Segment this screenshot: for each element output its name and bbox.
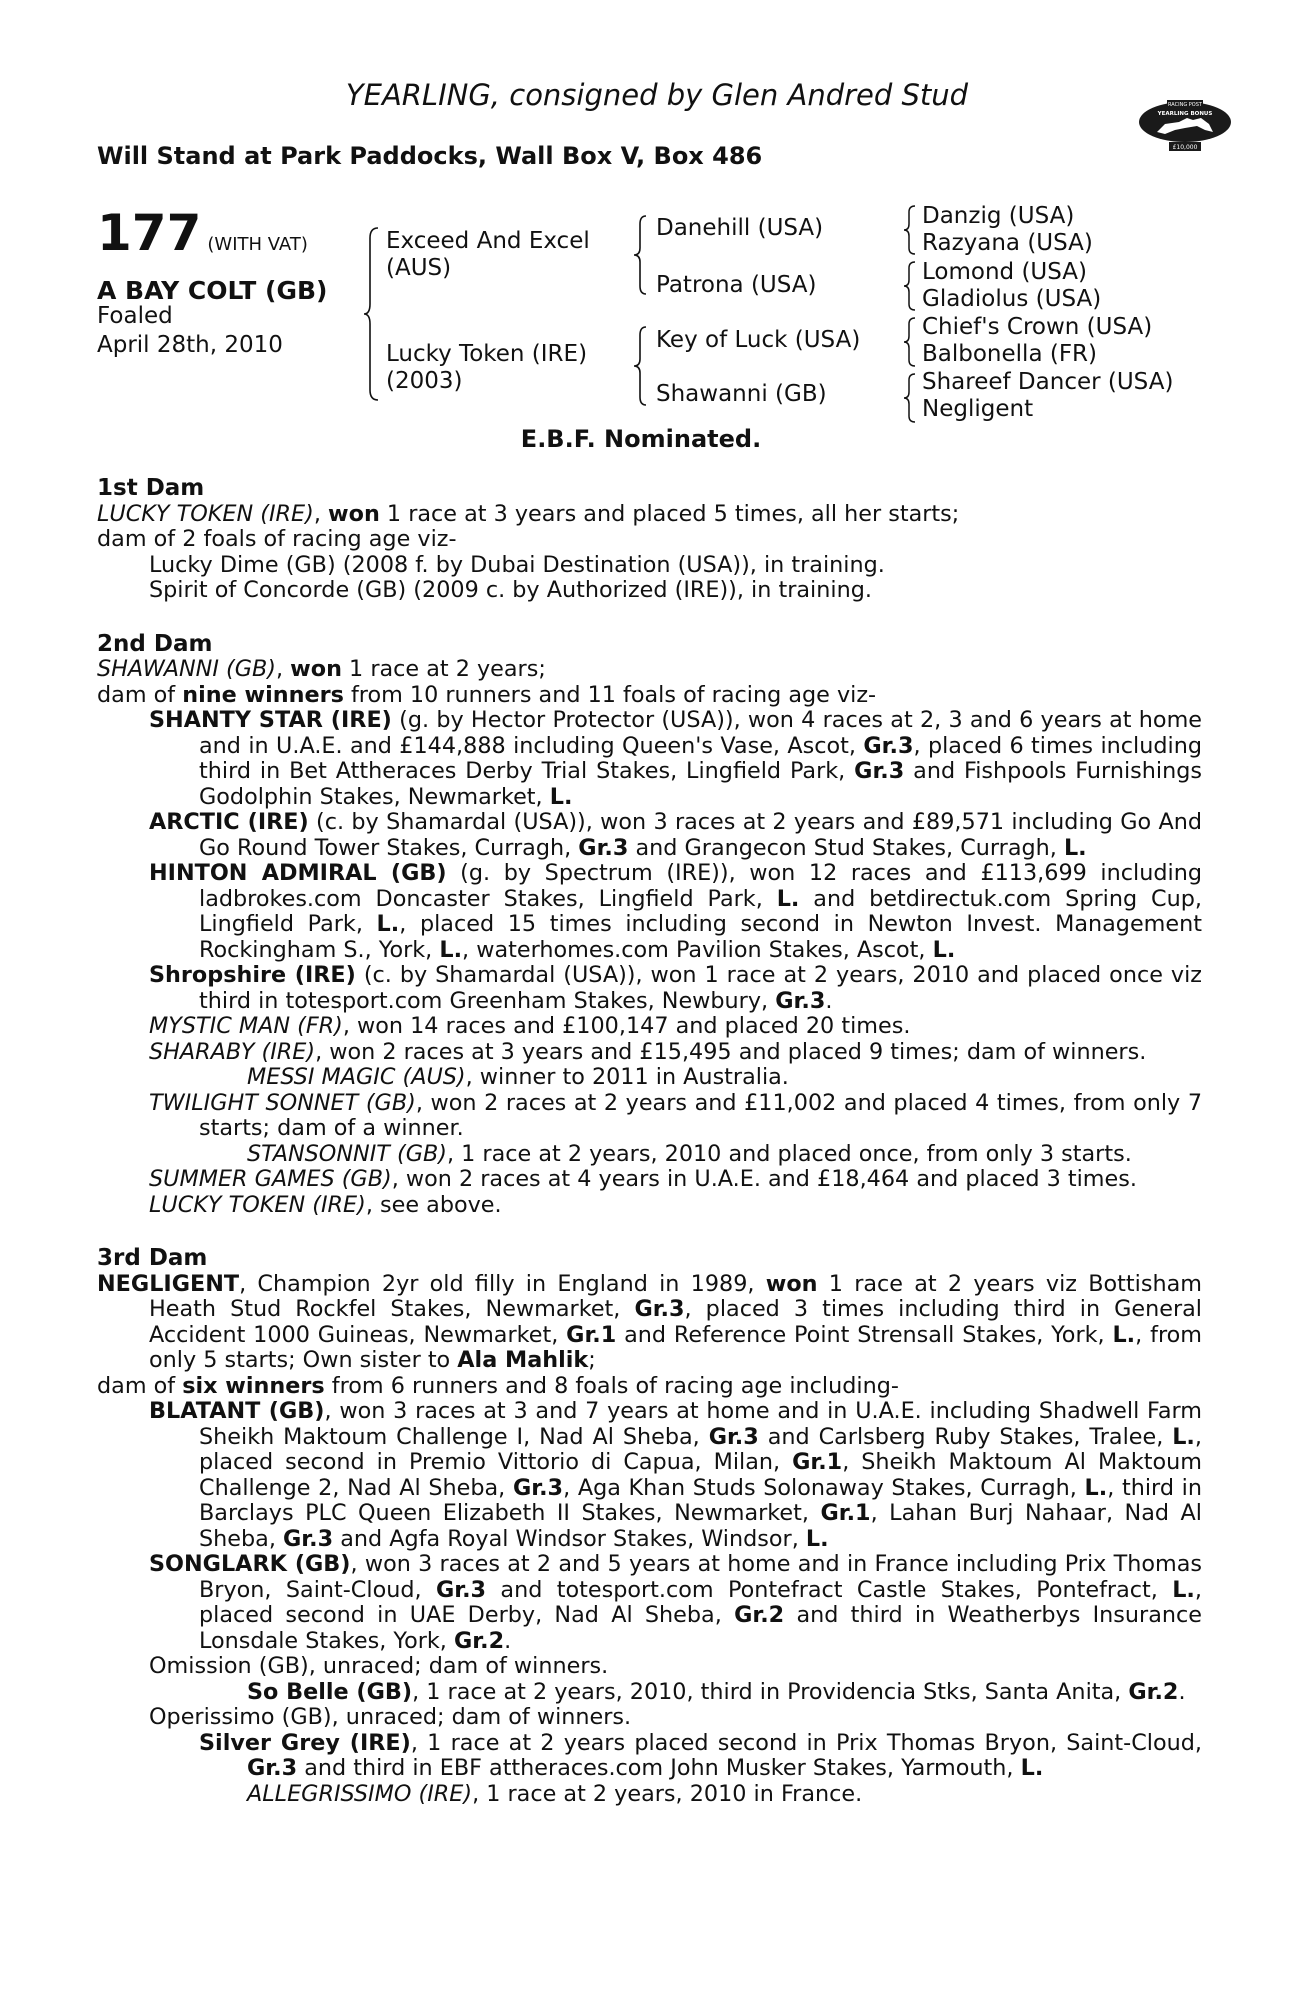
progeny-record-a: , 1 race at 2 years, 2010 and placed once, from only 3 starts.	[446, 1140, 1132, 1167]
progeny-mystic-man	[97, 1014, 1202, 1040]
progeny-record-a: , 1 race at 2 years, 2010 in France.	[472, 1780, 863, 1807]
progeny-operissimo: Operissimo (GB), unraced; dam of winners.	[149, 1704, 632, 1730]
progeny-arctic	[97, 810, 1202, 861]
grade-marker: Gr.3	[578, 834, 629, 861]
progeny-record-d: and third in Weatherbys Insurance Lonsdale Stakes, York,	[199, 1602, 1202, 1654]
pedigree-sds: Lomond (USA)	[922, 259, 1087, 285]
pedigree-sire: Exceed And Excel	[386, 228, 590, 254]
horse-name: A BAY COLT (GB)	[97, 276, 328, 305]
progeny-record-b: and totesport.com Pontefract Castle Stakes, Pontefract,	[486, 1576, 1173, 1603]
third-dam-record-e: , from only 5 starts; Own sister to	[149, 1321, 1202, 1373]
grade-marker: Gr.1	[566, 1321, 617, 1348]
grade-marker: Gr.3	[775, 987, 826, 1014]
listed-marker: L.	[932, 936, 956, 963]
progeny-name: ARCTIC (IRE)	[149, 809, 309, 835]
pedigree-dds: Shareef Dancer (USA)	[922, 369, 1174, 395]
progeny-name: SHARABY (IRE)	[149, 1038, 316, 1065]
pedigree-sire-dam: Patrona (USA)	[656, 272, 817, 298]
pedigree-brace-2a	[632, 214, 650, 296]
progeny-sharaby	[97, 1040, 1202, 1066]
grade-marker: Gr.1	[792, 1449, 843, 1475]
third-dam-negligent	[97, 1272, 1202, 1374]
third-dam-record-c: , placed 3 times including third in General Accident 1000 Guineas, Newmarket,	[149, 1296, 1202, 1348]
listed-marker: L.	[1020, 1755, 1044, 1781]
progeny-silver-grey	[97, 1731, 1202, 1782]
second-dam-record: 1 race at 2 years;	[341, 656, 546, 682]
dam-records	[97, 476, 1202, 1807]
third-dam-dam-of-a: dam of	[97, 1372, 183, 1399]
lot-vat: (WITH VAT)	[207, 234, 308, 255]
progeny-record-a: , won 2 races at 3 years and £15,495 and placed 9 times; dam of winners.	[315, 1038, 1147, 1065]
progeny-allegrissimo	[97, 1782, 1202, 1808]
pedigree-brace-3b	[902, 260, 918, 312]
grade-marker: Gr.2	[453, 1627, 505, 1654]
progeny-record-a: , 1 race at 2 years, 2010, third in Providencia Stks, Santa Anita,	[412, 1678, 1129, 1705]
foaled-info	[97, 302, 283, 360]
progeny-record-b: .	[825, 987, 833, 1014]
progeny-record-h: and Agfa Royal Windsor Stakes, Windsor,	[333, 1525, 806, 1552]
pedigree-dss: Chief's Crown (USA)	[922, 314, 1153, 340]
pedigree-sire-sire: Danehill (USA)	[656, 215, 824, 241]
ebf-nominated	[0, 425, 1314, 453]
progeny-name: HINTON ADMIRAL (GB)	[149, 860, 447, 886]
pedigree-brace-3c	[902, 316, 918, 368]
grade-marker: Gr.3	[247, 1755, 298, 1781]
third-dam-won: won	[765, 1270, 818, 1297]
lot-number: 177	[97, 204, 202, 262]
progeny-record-a: , won 2 races at 4 years in U.A.E. and £18,464 and placed 3 times.	[391, 1166, 1137, 1192]
second-dam-won: won	[290, 656, 342, 682]
second-dam-winners: nine winners	[182, 681, 344, 708]
progeny-record-b: , placed 6 times including third in Bet Attheraces Derby Trial Stakes, Lingfield Park,	[199, 732, 1202, 784]
pedigree-dam-dam: Shawanni (GB)	[656, 381, 827, 407]
pedigree-dam-sire: Key of Luck (USA)	[656, 327, 861, 353]
second-dam-runners: from 10 runners and 11 foals of racing age viz-	[343, 681, 877, 708]
progeny-blatant	[97, 1399, 1202, 1552]
progeny-record-a: , won 3 races at 2 and 5 years at home and in France including Prix Thomas Bryon, Saint-Cloud,	[199, 1551, 1202, 1603]
third-dam-record-f: ;	[588, 1347, 596, 1373]
first-dam-line-2: dam of 2 foals of racing age viz-	[97, 526, 457, 552]
progeny-record-b: .	[1178, 1678, 1186, 1705]
first-dam-title: 1st Dam	[97, 475, 205, 501]
progeny-name: SUMMER GAMES (GB)	[149, 1166, 392, 1192]
pedigree-dam-year: (2003)	[386, 368, 463, 394]
pedigree-brace-1	[362, 226, 384, 402]
progeny-name: So Belle (GB)	[247, 1678, 413, 1705]
first-dam-record: 1 race at 3 years and placed 5 times, all her starts;	[379, 500, 960, 527]
second-dam-title: 2nd Dam	[97, 630, 213, 657]
first-dam-foal-2: Spirit of Concorde (GB) (2009 c. by Authorized (IRE)), in training.	[149, 577, 872, 603]
progeny-name: STANSONNIT (GB)	[247, 1140, 447, 1167]
progeny-record-a: , won 2 races at 2 years and £11,002 and placed 4 times, from only 7 starts; dam of a winner.	[199, 1089, 1203, 1141]
progeny-record-c: and Fishpools Furnishings Godolphin Stakes, Newmarket,	[199, 758, 1202, 810]
pedigree-brace-3d	[902, 372, 918, 424]
listed-marker: L.	[1172, 1423, 1195, 1450]
progeny-name: Silver Grey (IRE)	[199, 1729, 411, 1756]
foaled-date: April 28th, 2010	[97, 332, 283, 358]
progeny-record-c: , placed 15 times including second in Newton Invest. Management Rockingham S., York,	[199, 911, 1202, 963]
ebf-text: E.B.F. Nominated.	[520, 425, 762, 453]
yearling-bonus-badge-icon	[1135, 96, 1235, 152]
grade-marker: Gr.1	[820, 1500, 871, 1526]
progeny-record-a: (g. by Hector Protector (USA)), won 4 races at 2, 3 and 6 years at home and in U.A.E. and £144,888 including Queen's Vase, Ascot,	[199, 707, 1203, 759]
progeny-record-a: , see above.	[365, 1191, 502, 1218]
progeny-record-f: , third in Barclays PLC Queen Elizabeth II Stakes, Newmarket,	[199, 1474, 1202, 1526]
pedigree-sire-country: (AUS)	[386, 255, 452, 281]
grade-marker: Gr.3	[435, 1576, 487, 1603]
progeny-name: TWILIGHT SONNET (GB)	[149, 1089, 416, 1116]
progeny-record-e: .	[504, 1627, 512, 1654]
grade-marker: Gr.3	[283, 1525, 334, 1552]
third-dam-sister: Ala Mahlik	[457, 1347, 589, 1373]
lot-header	[97, 204, 308, 262]
third-dam-dam-of	[97, 1374, 1202, 1400]
progeny-name: Shropshire (IRE)	[149, 962, 356, 988]
progeny-lucky-token	[97, 1193, 1202, 1219]
progeny-record-a: , 1 race at 2 years placed second in Prix Thomas Bryon, Saint-Cloud,	[410, 1729, 1202, 1756]
second-dam-line-1: SHAWANNI (GB), won 1 race at 2 years;	[97, 656, 546, 682]
progeny-record-a: (c. by Shamardal (USA)), won 1 race at 2 years, 2010 and placed once viz third in totesport.com Greenham Stakes, Newbury,	[199, 962, 1202, 1014]
progeny-omission: Omission (GB), unraced; dam of winners.	[149, 1653, 609, 1679]
second-dam-line-2	[97, 683, 1202, 709]
grade-marker: Gr.3	[854, 758, 905, 784]
badge-top-text: RACING POST	[1168, 102, 1202, 108]
grade-marker: Gr.3	[708, 1423, 759, 1450]
progeny-messi-magic	[97, 1065, 1202, 1091]
first-dam-line-1: LUCKY TOKEN (IRE), won 1 race at 3 years and placed 5 times, all her starts;	[97, 500, 960, 527]
second-dam-name: SHAWANNI (GB)	[97, 656, 276, 682]
listed-marker: L.	[1063, 834, 1087, 861]
listed-marker: L.	[549, 783, 573, 810]
progeny-shanty-star	[97, 708, 1202, 810]
first-dam-won: won	[328, 500, 380, 527]
pedigree-sdd: Gladiolus (USA)	[922, 286, 1102, 312]
third-dam-record-a: , Champion 2yr old filly in England in 1989,	[239, 1270, 766, 1297]
progeny-record-d: , Sheikh Maktoum Al Maktoum Challenge 2, Nad Al Sheba,	[199, 1449, 1202, 1501]
third-dam-dam-of-c: from 6 runners and 8 foals of racing age including-	[324, 1372, 899, 1399]
pedigree-dam: Lucky Token (IRE)	[386, 341, 588, 367]
listed-marker: L.	[1084, 1474, 1108, 1501]
grade-marker: Gr.3	[634, 1296, 685, 1322]
progeny-record-d: , waterhomes.com Pavilion Stakes, Ascot,	[462, 936, 933, 963]
progeny-twilight-sonnet	[97, 1091, 1202, 1142]
progeny-record-c: , placed second in UAE Derby, Nad Al Sheba,	[199, 1576, 1202, 1628]
progeny-songlark	[97, 1552, 1202, 1654]
progeny-name: LUCKY TOKEN (IRE)	[149, 1191, 366, 1218]
listed-marker: L.	[1172, 1576, 1195, 1603]
consignment-line: YEARLING, consigned by Glen Andred Stud	[345, 78, 969, 112]
badge-mid-text: YEARLING BONUS	[1157, 111, 1213, 117]
progeny-record-b: and third in EBF attheraces.com John Musker Stakes, Yarmouth,	[297, 1755, 1021, 1781]
progeny-record-a: , won 3 races at 3 and 7 years at home and in U.A.E. including Shadwell Farm Sheikh Maktoum Challenge I, Nad Al Sheba,	[199, 1398, 1202, 1450]
pedigree-ssd: Razyana (USA)	[922, 230, 1093, 256]
progeny-record-a: (c. by Shamardal (USA)), won 3 races at 2 years and £89,571 including Go And Go Round Tower Stakes, Curragh,	[199, 809, 1203, 861]
listed-marker: L.	[805, 1525, 829, 1552]
listed-marker: L.	[776, 885, 800, 912]
progeny-name: MYSTIC MAN (FR)	[149, 1013, 343, 1039]
progeny-record-a: (g. by Spectrum (IRE)), won 12 races and £113,699 including ladbrokes.com Doncaster Stakes, Lingfield Park,	[199, 860, 1202, 912]
third-dam-record-d: and Reference Point Strensall Stakes, York,	[616, 1321, 1113, 1348]
third-dam-name: NEGLIGENT	[97, 1270, 240, 1297]
foaled-label: Foaled	[97, 303, 173, 329]
third-dam-record-b: 1 race at 2 years viz Bottisham Heath Stud Rockfel Stakes, Newmarket,	[149, 1270, 1202, 1322]
progeny-record-a: , winner to 2011 in Australia.	[465, 1064, 789, 1090]
progeny-name: MESSI MAGIC (AUS)	[247, 1064, 466, 1090]
progeny-record-a: , won 14 races and £100,147 and placed 20 times.	[342, 1013, 911, 1039]
progeny-hinton-admiral	[97, 861, 1202, 963]
second-dam-dam-of: dam of	[97, 681, 183, 708]
grade-marker: Gr.2	[734, 1602, 785, 1628]
pedigree-sss: Danzig (USA)	[922, 203, 1075, 229]
badge-bottom-text: £10,000	[1172, 144, 1198, 151]
pedigree-dsd: Balbonella (FR)	[922, 341, 1098, 367]
progeny-record-e: , Aga Khan Studs Solonaway Stakes, Curragh,	[563, 1474, 1085, 1501]
pedigree-brace-2b	[632, 325, 650, 407]
stand-location: Will Stand at Park Paddocks, Wall Box V, Box 486	[97, 142, 763, 170]
progeny-record-b: and Grangecon Stud Stakes, Curragh,	[628, 834, 1064, 861]
first-dam-name: LUCKY TOKEN (IRE)	[97, 500, 314, 527]
progeny-name: BLATANT (GB)	[149, 1398, 325, 1424]
pedigree-ddd: Negligent	[922, 396, 1034, 422]
listed-marker: L.	[439, 936, 463, 963]
grade-marker: Gr.2	[1128, 1678, 1179, 1705]
progeny-name: SONGLARK (GB)	[149, 1551, 351, 1577]
listed-marker: L.	[376, 911, 400, 937]
grade-marker: Gr.3	[863, 732, 914, 759]
first-dam-foal-1: Lucky Dime (GB) (2008 f. by Dubai Destination (USA)), in training.	[149, 551, 885, 578]
third-dam-title: 3rd Dam	[97, 1245, 208, 1271]
progeny-summer-games	[97, 1167, 1202, 1193]
grade-marker: Gr.3	[512, 1474, 564, 1501]
progeny-record-g: , Lahan Burj Nahaar, Nad Al Sheba,	[199, 1500, 1202, 1552]
pedigree-brace-3a	[902, 204, 918, 256]
progeny-so-belle	[97, 1680, 1202, 1706]
progeny-name: SHANTY STAR (IRE)	[149, 707, 392, 733]
third-dam-winners: six winners	[182, 1372, 325, 1399]
progeny-stansonnit	[97, 1142, 1202, 1168]
progeny-name: ALLEGRISSIMO (IRE)	[247, 1780, 473, 1807]
progeny-record-c: , placed second in Premio Vittorio di Capua, Milan,	[199, 1423, 1202, 1475]
progeny-shropshire	[97, 963, 1202, 1014]
listed-marker: L.	[1112, 1321, 1136, 1348]
progeny-record-b: and Carlsberg Ruby Stakes, Tralee,	[758, 1423, 1173, 1450]
progeny-record-b: and betdirectuk.com Spring Cup, Lingfield Park,	[199, 885, 1202, 937]
